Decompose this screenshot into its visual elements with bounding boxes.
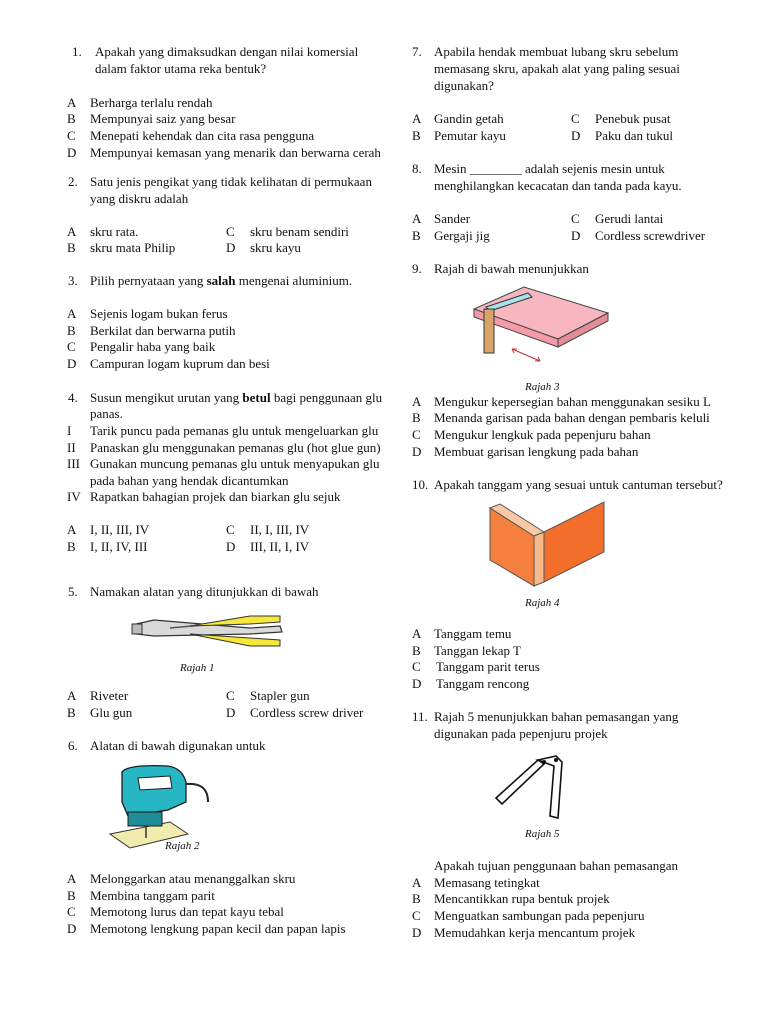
- q5-option-text: Stapler gun: [250, 688, 310, 703]
- q11-number: 11.: [412, 709, 428, 724]
- q3-option-text: Pengalir haba yang baik: [90, 339, 216, 354]
- q4-text-line1: [90, 390, 382, 406]
- q11-option-text: Menguatkan sambungan pada pepenjuru: [434, 908, 645, 923]
- q9-option-text: Mengukur lengkuk pada pepenjuru bahan: [434, 427, 651, 442]
- q9-option-letter: B: [412, 410, 421, 425]
- q3-text-bold: salah: [206, 273, 236, 288]
- q7-option-text: Paku dan tukul: [595, 128, 673, 143]
- q7-option-letter: D: [571, 128, 581, 143]
- q2-option-letter: D: [226, 240, 236, 255]
- q11-option-letter: C: [412, 908, 421, 923]
- q10-option-letter: C: [412, 659, 421, 674]
- q9-option-letter: D: [412, 444, 422, 459]
- q3-option-letter: A: [67, 306, 77, 321]
- q2-text-line2: yang diskru adalah: [90, 191, 189, 206]
- q11-option-text: Memudahkan kerja mencantum projek: [434, 925, 636, 940]
- q8-text-line1: Mesin ________ adalah sejenis mesin untuk: [434, 161, 665, 176]
- q6-option-text: Memotong lurus dan tepat kayu tebal: [90, 904, 284, 919]
- q3-option-letter: D: [67, 356, 77, 371]
- q4-option-text: II, I, III, IV: [250, 522, 310, 537]
- q11-option-letter: D: [412, 925, 422, 940]
- q2-option-letter: C: [226, 224, 235, 239]
- q3-option-text: Sejenis logam bukan ferus: [90, 306, 228, 321]
- q4-step-roman: I: [67, 423, 72, 438]
- rajah-5-caption: Rajah 5: [525, 828, 560, 840]
- q3-option-text: Campuran logam kuprum dan besi: [90, 356, 270, 371]
- q7-text-line2: memasang skru, apakah alat yang paling sesuai: [434, 61, 680, 76]
- rajah-4-caption: Rajah 4: [525, 597, 560, 609]
- q2-option-letter: A: [67, 224, 77, 239]
- q4-step-roman: IV: [67, 489, 81, 504]
- q7-option-letter: C: [571, 111, 580, 126]
- q5-option-letter: C: [226, 688, 235, 703]
- q6-option-text: Membina tanggam parit: [90, 888, 215, 903]
- q4-step-text: Gunakan muncung pemanas glu untuk menyapukan glu: [90, 456, 380, 471]
- q8-option-letter: B: [412, 228, 421, 243]
- q4-step-text: Tarik puncu pada pemanas glu untuk mengeluarkan glu: [90, 423, 379, 438]
- jigsaw-illustration: [108, 762, 218, 852]
- q3-option-letter: B: [67, 323, 76, 338]
- q9-option-text: Mengukur kepersegian bahan menggunakan sesiku L: [434, 394, 711, 409]
- q1-option-letter: B: [67, 111, 76, 126]
- q9-option-text: Menanda garisan pada bahan dengan pembaris keluli: [434, 410, 710, 425]
- q4-option-letter: C: [226, 522, 235, 537]
- q3-text-pre: Pilih pernyataan yang: [90, 273, 207, 288]
- q4-text-bold: betul: [242, 390, 271, 405]
- q10-option-letter: B: [412, 643, 421, 658]
- q11-text-line1: Rajah 5 menunjukkan bahan pemasangan yang: [434, 709, 679, 724]
- corner-joint-illustration: [488, 500, 608, 588]
- q5-text: Namakan alatan yang ditunjukkan di bawah: [90, 584, 319, 599]
- q5-option-text: Riveter: [90, 688, 129, 703]
- q2-option-text: skru kayu: [250, 240, 301, 255]
- q7-option-text: Pemutar kayu: [434, 128, 506, 143]
- q1-text-line2: dalam faktor utama reka bentuk?: [95, 61, 267, 76]
- q8-option-text: Gerudi lantai: [595, 211, 664, 226]
- q9-text: Rajah di bawah menunjukkan: [434, 261, 589, 276]
- q5-number: 5.: [68, 584, 78, 599]
- q4-step-text: pada bahan yang hendak dicantumkan: [90, 473, 289, 488]
- q7-option-letter: A: [412, 111, 422, 126]
- q2-option-text: skru benam sendiri: [250, 224, 349, 239]
- q11-option-letter: B: [412, 891, 421, 906]
- q4-step-roman: II: [67, 440, 76, 455]
- q9-number: 9.: [412, 261, 422, 276]
- q1-option-text: Berharga terlalu rendah: [90, 95, 213, 110]
- q1-text-line1: Apakah yang dimaksudkan dengan nilai komersial: [95, 44, 359, 59]
- q11-option-letter: A: [412, 875, 422, 890]
- q4-option-letter: B: [67, 539, 76, 554]
- q6-option-text: Memotong lengkung papan kecil dan papan lapis: [90, 921, 346, 936]
- q6-text: Alatan di bawah digunakan untuk: [90, 738, 266, 753]
- q4-number: 4.: [68, 390, 78, 405]
- q3-number: 3.: [68, 273, 78, 288]
- q8-option-text: Sander: [434, 211, 471, 226]
- q2-option-text: skru rata.: [90, 224, 139, 239]
- q2-option-text: skru mata Philip: [90, 240, 176, 255]
- q10-text: Apakah tanggam yang sesuai untuk cantuman tersebut?: [434, 477, 723, 492]
- q8-number: 8.: [412, 161, 422, 176]
- q8-option-text: Gergaji jig: [434, 228, 490, 243]
- q4-option-letter: A: [67, 522, 77, 537]
- rajah-1-caption: Rajah 1: [180, 662, 215, 674]
- q7-option-text: Penebuk pusat: [595, 111, 671, 126]
- q1-number: 1.: [72, 44, 82, 59]
- riveter-illustration: [130, 610, 290, 650]
- q7-text-line1: Apabila hendak membuat lubang skru sebelum: [434, 44, 679, 59]
- q10-option-text: Tanggam temu: [434, 626, 512, 641]
- q6-number: 6.: [68, 738, 78, 753]
- q4-step-text: Panaskan glu menggunakan pemanas glu (hot glue gun): [90, 440, 381, 455]
- q4-text-pre: Susun mengikut urutan yang: [90, 390, 243, 405]
- q4-step-roman: III: [67, 456, 80, 471]
- q2-option-letter: B: [67, 240, 76, 255]
- q9-option-text: Membuat garisan lengkung pada bahan: [434, 444, 639, 459]
- q6-option-letter: C: [67, 904, 76, 919]
- q11-option-text: Mencantikkan rupa bentuk projek: [434, 891, 610, 906]
- q7-text-line3: digunakan?: [434, 78, 494, 93]
- q6-option-letter: A: [67, 871, 77, 886]
- q4-option-text: III, II, I, IV: [250, 539, 310, 554]
- q4-step-text: Rapatkan bahagian projek dan biarkan glu sejuk: [90, 489, 341, 504]
- q3-text: [90, 273, 352, 289]
- rajah-3-caption: Rajah 3: [525, 381, 560, 393]
- q9-option-letter: C: [412, 427, 421, 442]
- q8-text-line2: menghilangkan kecacatan dan tanda pada kayu.: [434, 178, 682, 193]
- q10-option-text: Tanggam rencong: [436, 676, 530, 691]
- q2-number: 2.: [68, 174, 78, 189]
- q6-option-text: Melonggarkan atau menanggalkan skru: [90, 871, 296, 886]
- q1-option-letter: A: [67, 95, 77, 110]
- q3-option-text: Berkilat dan berwarna putih: [90, 323, 236, 338]
- q8-option-text: Cordless screwdriver: [595, 228, 706, 243]
- q1-option-text: Menepati kehendak dan cita rasa pengguna: [90, 128, 315, 143]
- rajah-2-caption: Rajah 2: [165, 840, 200, 852]
- q5-option-text: Glu gun: [90, 705, 133, 720]
- q10-option-letter: D: [412, 676, 422, 691]
- q4-option-text: I, II, IV, III: [90, 539, 148, 554]
- q7-option-letter: B: [412, 128, 421, 143]
- q10-option-letter: A: [412, 626, 422, 641]
- q4-option-text: I, II, III, IV: [90, 522, 150, 537]
- q7-number: 7.: [412, 44, 422, 59]
- q1-option-letter: D: [67, 145, 77, 160]
- corner-bracket-illustration: [494, 752, 574, 822]
- q8-option-letter: D: [571, 228, 581, 243]
- q5-option-letter: A: [67, 688, 77, 703]
- q10-option-text: Tanggan lekap T: [434, 643, 521, 658]
- q1-option-text: Mempunyai kemasan yang menarik dan berwarna cerah: [90, 145, 381, 160]
- q4-text-post: bagi penggunaan glu: [270, 390, 383, 405]
- q3-option-letter: C: [67, 339, 76, 354]
- q8-option-letter: A: [412, 211, 422, 226]
- q6-option-letter: D: [67, 921, 77, 936]
- q5-option-letter: B: [67, 705, 76, 720]
- q7-option-text: Gandin getah: [434, 111, 504, 126]
- q5-option-letter: D: [226, 705, 236, 720]
- q3-text-post: mengenai aluminium.: [235, 273, 353, 288]
- q2-text-line1: Satu jenis pengikat yang tidak kelihatan di permukaan: [90, 174, 372, 189]
- q8-option-letter: C: [571, 211, 580, 226]
- q4-text-line2: panas.: [90, 406, 123, 421]
- try-square-illustration: [470, 283, 612, 368]
- q6-option-letter: B: [67, 888, 76, 903]
- q10-option-text: Tanggam parit terus: [436, 659, 540, 674]
- q10-number: 10.: [412, 477, 429, 492]
- q5-option-text: Cordless screw driver: [250, 705, 364, 720]
- q4-option-letter: D: [226, 539, 236, 554]
- q11-text-line2: digunakan pada pepenjuru projek: [434, 726, 608, 741]
- q11-option-text: Memasang tetingkat: [434, 875, 540, 890]
- q9-option-letter: A: [412, 394, 422, 409]
- q1-option-text: Mempunyai saiz yang besar: [90, 111, 236, 126]
- q1-option-letter: C: [67, 128, 76, 143]
- q11-text-line3: Apakah tujuan penggunaan bahan pemasangan: [434, 858, 679, 873]
